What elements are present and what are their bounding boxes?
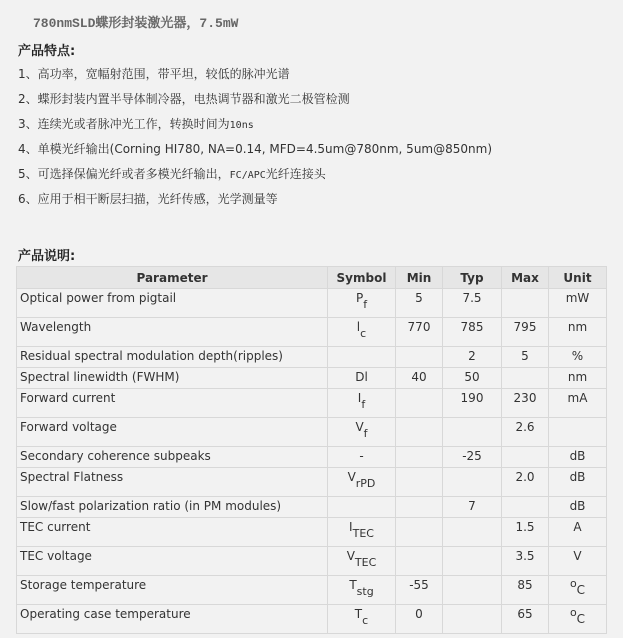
param-cell: Optical power from pigtail <box>17 289 328 318</box>
max-cell: 1.5 <box>502 518 549 547</box>
max-cell: 230 <box>502 389 549 418</box>
feature-item: 6、应用于相干断层扫描，光纤传感，光学测量等 <box>18 192 278 206</box>
min-cell <box>396 347 443 368</box>
column-header: Min <box>396 267 443 289</box>
column-header: Typ <box>443 267 502 289</box>
table-row <box>17 368 607 389</box>
typ-cell <box>443 576 502 605</box>
table-row <box>17 418 607 447</box>
table-row <box>17 497 607 518</box>
min-cell <box>396 547 443 576</box>
typ-cell <box>443 605 502 634</box>
max-cell <box>502 447 549 468</box>
param-cell: Operating case temperature <box>17 605 328 634</box>
min-cell <box>396 418 443 447</box>
param-cell: Spectral linewidth (FWHM) <box>17 368 328 389</box>
typ-cell <box>443 468 502 497</box>
typ-cell: 7 <box>443 497 502 518</box>
table-row <box>17 447 607 468</box>
table-row <box>17 289 607 318</box>
param-cell: Wavelength <box>17 318 328 347</box>
symbol-cell: $I_f$ <box>328 389 396 418</box>
unit-cell <box>549 418 607 447</box>
unit-cell: V <box>549 547 607 576</box>
typ-cell <box>443 547 502 576</box>
min-cell: 0 <box>396 605 443 634</box>
unit-cell: % <box>549 347 607 368</box>
typ-cell: 7.5 <box>443 289 502 318</box>
table-header-row <box>17 267 607 289</box>
feature-item: 4、单模光纤输出(Corning HI780, NA=0.14, MFD=4.5um@780nm, 5um@850nm) <box>18 142 492 156</box>
typ-cell: 190 <box>443 389 502 418</box>
typ-cell <box>443 418 502 447</box>
min-cell <box>396 497 443 518</box>
symbol-cell: $T_{stg}$ <box>328 576 396 605</box>
unit-cell: $^o$C <box>549 605 607 634</box>
unit-cell: nm <box>549 318 607 347</box>
table-row <box>17 389 607 418</box>
param-cell: Storage temperature <box>17 576 328 605</box>
unit-cell: dB <box>549 497 607 518</box>
description-heading: 产品说明: <box>18 249 76 264</box>
param-cell: Slow/fast polarization ratio (in PM modules) <box>17 497 328 518</box>
symbol-cell <box>328 347 396 368</box>
param-cell: TEC current <box>17 518 328 547</box>
table-row <box>17 576 607 605</box>
min-cell <box>396 518 443 547</box>
spec-table <box>16 266 607 634</box>
param-cell: TEC voltage <box>17 547 328 576</box>
typ-cell: 2 <box>443 347 502 368</box>
symbol-cell <box>328 497 396 518</box>
symbol-cell: - <box>328 447 396 468</box>
unit-cell: nm <box>549 368 607 389</box>
param-cell: Residual spectral modulation depth(ripples) <box>17 347 328 368</box>
symbol-cell: $I_{TEC}$ <box>328 518 396 547</box>
symbol-cell: $P_f$ <box>328 289 396 318</box>
param-cell: Spectral Flatness <box>17 468 328 497</box>
max-cell: 2.0 <box>502 468 549 497</box>
max-cell <box>502 289 549 318</box>
column-header: Max <box>502 267 549 289</box>
max-cell: 5 <box>502 347 549 368</box>
feature-item: 1、高功率，宽幅射范围，带平坦，较低的脉冲光谱 <box>18 67 290 81</box>
column-header: Symbol <box>328 267 396 289</box>
param-cell: Forward current <box>17 389 328 418</box>
feature-item: 3、连续光或者脉冲光工作，转换时间为10ns <box>18 117 254 131</box>
symbol-cell: $V_f$ <box>328 418 396 447</box>
max-cell: 795 <box>502 318 549 347</box>
symbol-cell: $T_c$ <box>328 605 396 634</box>
max-cell: 65 <box>502 605 549 634</box>
typ-cell: -25 <box>443 447 502 468</box>
min-cell: 40 <box>396 368 443 389</box>
max-cell: 3.5 <box>502 547 549 576</box>
symbol-cell: $l_c$ <box>328 318 396 347</box>
column-header: Parameter <box>17 267 328 289</box>
param-cell: Secondary coherence subpeaks <box>17 447 328 468</box>
column-header: Unit <box>549 267 607 289</box>
unit-cell: mA <box>549 389 607 418</box>
symbol-cell: Dl <box>328 368 396 389</box>
unit-cell: $^o$C <box>549 576 607 605</box>
symbol-cell: $V_{rPD}$ <box>328 468 396 497</box>
min-cell: 770 <box>396 318 443 347</box>
unit-cell: A <box>549 518 607 547</box>
table-row <box>17 468 607 497</box>
typ-cell: 50 <box>443 368 502 389</box>
features-list <box>18 63 492 213</box>
unit-cell: dB <box>549 468 607 497</box>
table-row <box>17 347 607 368</box>
symbol-cell: $V_{TEC}$ <box>328 547 396 576</box>
unit-cell: mW <box>549 289 607 318</box>
min-cell <box>396 447 443 468</box>
unit-cell: dB <box>549 447 607 468</box>
feature-item: 2、蝶形封装内置半导体制冷器，电热调节器和激光二极管检测 <box>18 92 350 106</box>
param-cell: Forward voltage <box>17 418 328 447</box>
features-heading: 产品特点: <box>18 44 76 59</box>
min-cell <box>396 389 443 418</box>
min-cell: -55 <box>396 576 443 605</box>
max-cell <box>502 497 549 518</box>
min-cell <box>396 468 443 497</box>
typ-cell: 785 <box>443 318 502 347</box>
table-row <box>17 318 607 347</box>
max-cell: 2.6 <box>502 418 549 447</box>
max-cell: 85 <box>502 576 549 605</box>
min-cell: 5 <box>396 289 443 318</box>
typ-cell <box>443 518 502 547</box>
feature-item: 5、可选择保偏光纤或者多模光纤输出，FC/APC光纤连接头 <box>18 167 326 181</box>
table-row <box>17 547 607 576</box>
table-row <box>17 518 607 547</box>
max-cell <box>502 368 549 389</box>
page-title: 780nmSLD蝶形封装激光器，7.5mW <box>33 16 239 31</box>
table-row <box>17 605 607 634</box>
